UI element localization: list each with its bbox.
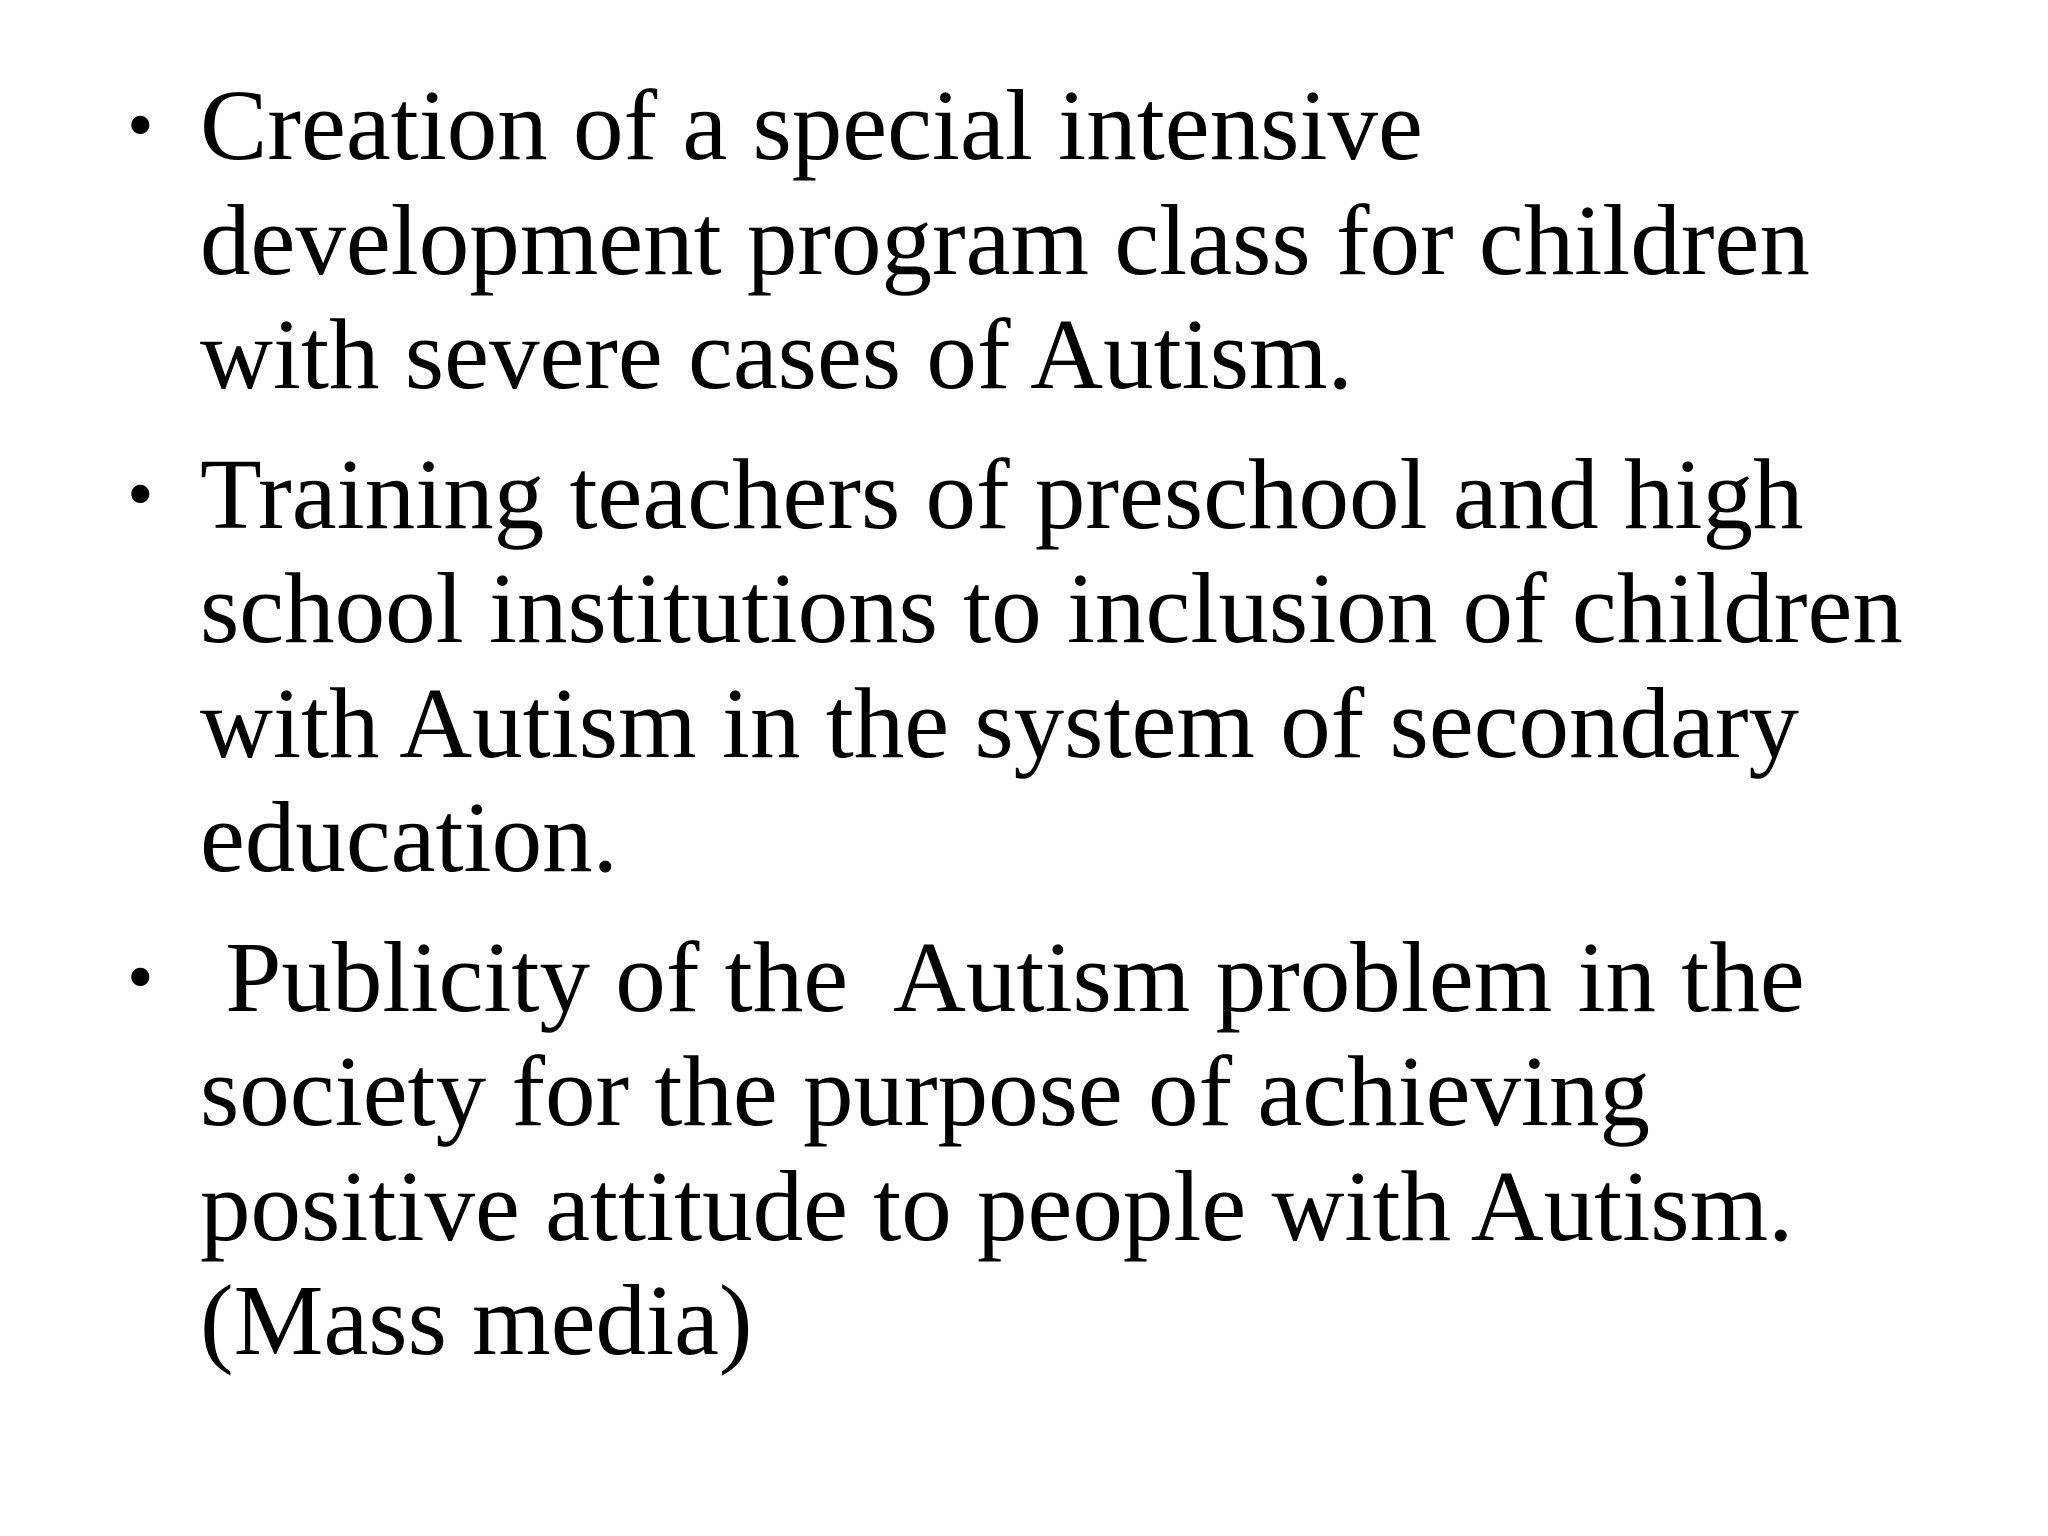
bullet-line: (Mass media)	[200, 1264, 753, 1376]
bullet-text	[200, 920, 1980, 1378]
bullet-dot-icon: •	[127, 934, 154, 1019]
bullet-line: education.	[200, 781, 618, 893]
bullet-line: positive attitude to people with Autism.	[200, 1149, 1794, 1262]
bullet-text	[200, 437, 1980, 895]
bullet-line: development program class for children	[200, 183, 1810, 296]
bullet-item-creation	[120, 68, 1980, 412]
bullet-line: Publicity of the Autism problem in the	[200, 920, 1805, 1033]
bullet-line: society for the purpose of achieving	[200, 1035, 1651, 1147]
bullet-line: with Autism in the system of secondary	[200, 666, 1799, 779]
bullet-line: Training teachers of preschool and high	[200, 437, 1804, 550]
bullet-item-publicity	[120, 920, 1980, 1378]
bullet-text	[200, 68, 1980, 412]
bullet-line: with severe cases of Autism.	[200, 298, 1353, 410]
bullet-list	[120, 68, 1980, 1378]
bullet-line: Creation of a special intensive	[200, 69, 1423, 181]
bullet-item-training	[120, 437, 1980, 895]
bullet-line: school institutions to inclusion of children	[200, 552, 1903, 664]
bullet-dot-icon: •	[127, 83, 154, 167]
bullet-dot-icon: •	[127, 451, 154, 536]
